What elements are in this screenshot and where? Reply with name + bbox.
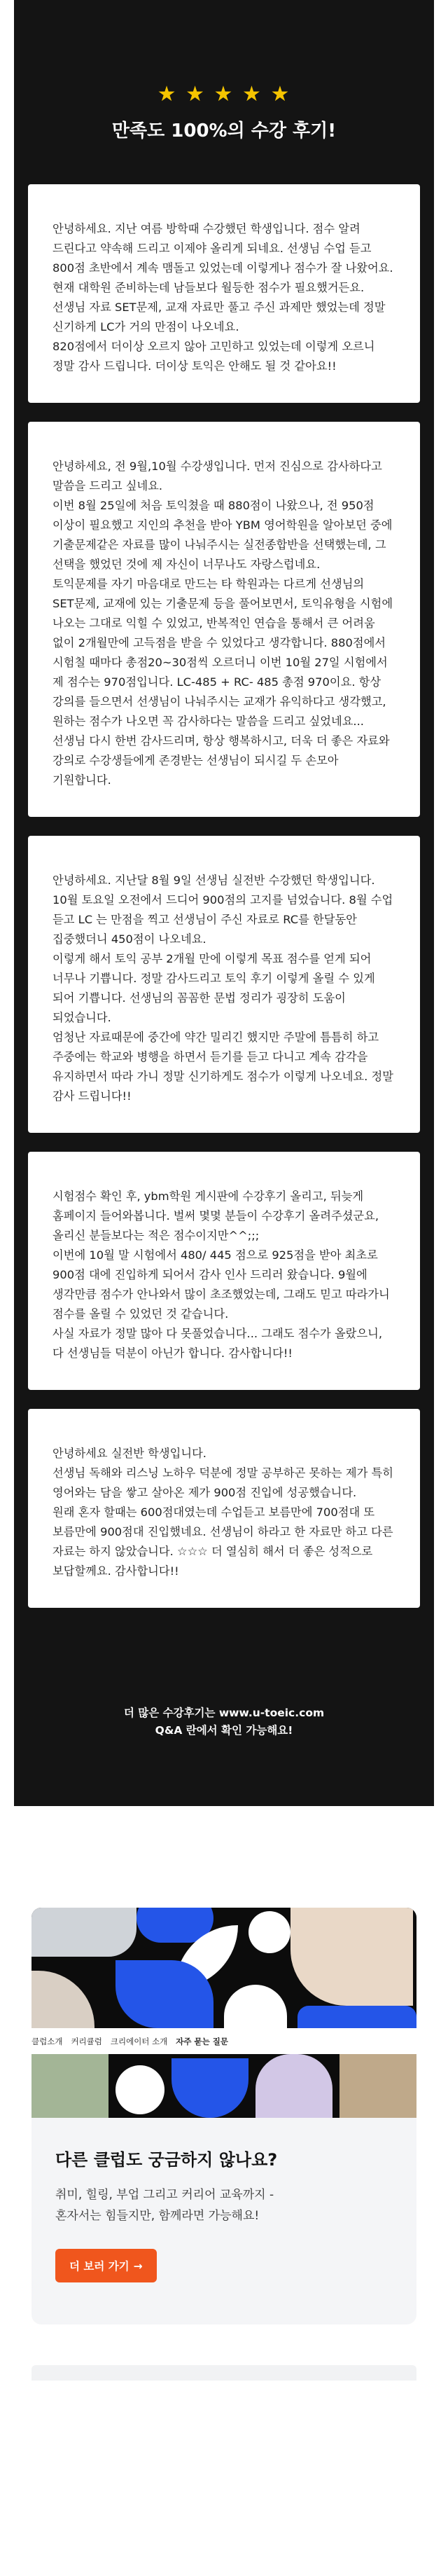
reviews-section	[14, 0, 434, 1806]
star-icon: ★	[157, 82, 178, 106]
outdoor-photo	[31, 2054, 108, 2118]
nav-item-club-intro[interactable]: 클럽소개	[31, 2036, 63, 2046]
blue-shape	[115, 1960, 214, 2028]
star-icon: ★	[270, 82, 291, 106]
review-card	[28, 422, 420, 817]
more-reviews-note	[28, 1704, 420, 1740]
star-icon: ★	[214, 82, 234, 106]
desk-photo	[340, 2054, 416, 2118]
review-paragraph: 선생님 다시 한번 감사드리며, 항상 행복하시고, 더욱 더 좋은 자료와 강의로 수강생들에게 존경받는 선생님이 되시길 두 손모아 기원합니다.	[52, 734, 390, 787]
review-paragraph: 엄청난 자료때문에 중간에 약간 밀리긴 했지만 주말에 틈틈히 하고 주중에는 학교와 병행을 하면서 듣기를 듣고 다니고 계속 감각을 유지하면서 따라 가니 정말 신기하게도 점수가 이렇게 나오네요. 정말 감사 드립니다!!	[52, 1031, 393, 1103]
review-paragraph: 안녕하세요, 전 9월,10월 수강생입니다. 먼저 진심으로 감사하다고 말씀을 드리고 싶네요.	[52, 460, 382, 493]
promo-text-line: 취미, 힐링, 부업 그리고 커리어 교육까지 -	[55, 2188, 274, 2202]
promo-card[interactable]	[31, 1908, 416, 2324]
next-card-peek	[31, 2365, 416, 2381]
promo-section	[0, 1806, 448, 2339]
review-card	[28, 836, 420, 1133]
review-paragraph: 이번 8월 25일에 처음 토익쳤을 때 880점이 나왔으나, 전 950점 이상이 필요했고 지인의 추천을 받아 YBM 영어학원을 알아보던 중에 기출문제같은 자료를 많이 나눠주시는 실전종합반을 선택했는데, 그 선택을 했었던 것에 제 자신이 너무나도 자랑스럽네요.	[52, 499, 393, 571]
review-paragraph: 이렇게 해서 토익 공부 2개월 만에 이렇게 목표 점수를 얻게 되어 너무나 기쁩니다. 정말 감사드리고 토익 후기 이렇게 올릴 수 있게 되어 기쁩니다. 선생님의 꼼꼼한 문법 정리가 굉장히 도움이 되었습니다.	[52, 952, 375, 1024]
promo-title: 다른 클럽도 궁금하지 않나요?	[55, 2150, 278, 2170]
more-reviews-line: Q&A 란에서 확인 가능해요!	[155, 1724, 293, 1737]
promo-body	[31, 2118, 416, 2324]
promo-text	[55, 2184, 393, 2226]
nav-item-curriculum[interactable]: 커리큘럼	[71, 2036, 102, 2046]
review-paragraph: 시험점수 확인 후, ybm학원 게시판에 수강후기 올리고, 뒤늦게 홈페이지 들어와봅니다. 벌써 몇몇 분들이 수강후기 올려주셨군요, 올리신 분들보다는 적은 점수이지만^^;;;	[52, 1190, 379, 1242]
section-title: 만족도 100%의 수강 후기!	[111, 120, 337, 142]
review-paragraph: 이번에 10월 말 시험에서 480/ 445 점으로 925점을 받아 최초로 900점 대에 진입하게 되어서 감사 인사 드리러 왔습니다. 9월에 생각만큼 점수가 안나와서 많이 초조했었는데, 그래도 믿고 따라가니 점수를 올릴 수 있었던 것 같습니다.	[52, 1248, 390, 1321]
review-paragraph: 현재 대학원 준비하는데 남들보다 월등한 점수가 필요했거든요. 선생님 자료 SET문제, 교재 자료만 풀고 주신 과제만 했었는데 정말 신기하게 LC가 거의 만점이 나오네요.	[52, 281, 386, 333]
laptop-photo	[31, 1908, 136, 1957]
blue-shape	[172, 2058, 248, 2118]
device-photo	[255, 2054, 332, 2118]
review-paragraph: 선생님 독해와 리스닝 노하우 덕분에 정말 공부하곤 못하는 제가 특히 영어와는 담을 쌓고 살아온 제가 900점 진입에 성공했습니다.	[52, 1466, 393, 1499]
review-paragraph: 원래 혼자 할때는 600점대였는데 수업듣고 보름만에 700점대 또 보름만에 900점대 진입했네요. 선생님이 하라고 한 자료만 하고 다른 자료는 하지 않았습니다. ☆☆☆ 더 열심히 해서 더 좋은 성적으로 보답할께요. 감사합니다!!	[52, 1506, 393, 1578]
see-more-button[interactable]	[55, 2249, 157, 2282]
star-icon: ★	[186, 82, 206, 106]
circle-shape	[115, 2065, 164, 2114]
review-paragraph: 사실 자료가 정말 많아 다 못풀었습니다... 그래도 점수가 올랐으니, 다 선생님들 덕분이 아닌가 합니다. 감사합니다!!	[52, 1327, 383, 1360]
review-card	[28, 184, 420, 403]
arrow-right-icon: →	[133, 2260, 143, 2273]
review-card	[28, 1409, 420, 1608]
more-reviews-line: 더 많은 수강후기는 www.u-toeic.com	[123, 1707, 325, 1719]
see-more-label: 더 보러 가기	[69, 2260, 130, 2273]
review-paragraph: 안녕하세요 실전반 학생입니다.	[52, 1447, 206, 1460]
review-paragraph: 820점에서 더이상 오르지 않아 고민하고 있었는데 이렇게 오르니 정말 감사 드립니다. 더이상 토익은 안해도 될 것 같아요!!	[52, 340, 375, 373]
review-paragraph: 안녕하세요. 지난 여름 방학때 수강했던 학생입니다. 점수 알려 드린다고 약속해 드리고 이제야 올리게 되네요. 선생님 수업 듣고 800점 초반에서 계속 맴돌고 있었는데 이렇게나 점수가 잘 나왔어요.	[52, 222, 393, 275]
promo-nav-bar	[31, 2028, 416, 2054]
rating-stars	[28, 84, 420, 105]
hand-photo	[31, 1971, 94, 2028]
circle-shape	[248, 1911, 290, 1953]
arch-shape	[224, 1985, 287, 2028]
promo-text-line: 혼자서는 힘들지만, 함께라면 가능해요!	[55, 2209, 260, 2223]
review-paragraph: 안녕하세요. 지난달 8월 9일 선생님 실전반 수강했던 학생입니다. 10월 토요일 오전에서 드디어 900점의 고지를 넘었습니다. 8월 수업 듣고 LC 는 만점을 찍고 선생님이 주신 자료로 RC를 한달동안 집중했더니 450점이 나오네요.	[52, 874, 393, 946]
nav-item-creator[interactable]: 크리에이터 소개	[110, 2036, 168, 2046]
star-icon: ★	[242, 82, 262, 106]
review-card	[28, 1152, 420, 1390]
person-photo	[290, 1908, 413, 2006]
promo-banner-image	[31, 1908, 416, 2118]
blue-shape	[298, 2006, 416, 2028]
review-paragraph: 토익문제를 자기 마음대로 만드는 타 학원과는 다르게 선생님의 SET문제, 교재에 있는 기출문제 등을 풀어보면서, 토익유형을 시험에 나오는 그대로 익힐 수 있었고, 반복적인 연습을 통해서 큰 어려움 없이 2개월만에 고득점을 받을 수 있었다고 생각합니다. 880점에서 시험칠 때마다 총점20~30점씩 오르더니 이번 10월 27일 시험에서 제 점수는 970점입니다. LC-485 + RC- 485 총점 970이요. 항상 강의를 들으면서 선생님이 나눠주시는 교재가 유익하다고 생각했고, 원하는 점수가 나오면 꼭 감사하다는 말씀을 드리고 싶었네요...	[52, 577, 393, 728]
nav-item-faq[interactable]: 자주 묻는 질문	[176, 2036, 228, 2046]
